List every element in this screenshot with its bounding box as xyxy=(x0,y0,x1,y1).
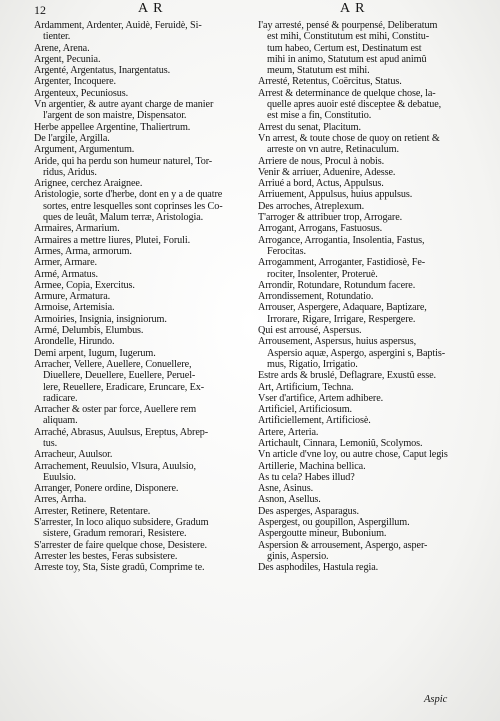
page-number: 12 xyxy=(34,3,46,17)
dictionary-line: est mihi, Constitutum est mihi, Constitu- xyxy=(267,31,430,43)
dictionary-line: Armoiries, Insignia, insigniorum. xyxy=(34,313,167,325)
dictionary-line: Asne, Asinus. xyxy=(258,483,314,495)
dictionary-line: Vn article d'vne loy, ou autre chose, Caput legis xyxy=(258,449,448,461)
dictionary-line: De l'argile, Argilla. xyxy=(34,132,110,144)
dictionary-line: Asnon, Asellus. xyxy=(258,494,321,506)
dictionary-line: Aspergoutte mineur, Bubonium. xyxy=(258,528,387,540)
dictionary-line: Arriué a bord, Actus, Appulsus. xyxy=(258,178,384,190)
dictionary-line: Ferocitas. xyxy=(267,245,306,257)
dictionary-line: Arrachement, Reuulsio, Vlsura, Auulsio, xyxy=(34,460,196,472)
dictionary-line: Euulsio. xyxy=(43,471,76,483)
dictionary-line: Arracher, Vellere, Auellere, Conuellere, xyxy=(34,358,192,370)
dictionary-line: Artillerie, Machina bellica. xyxy=(258,460,366,472)
dictionary-line: Arrouser, Aspergere, Adaquare, Baptizare, xyxy=(258,302,427,314)
catchword: Aspic xyxy=(424,694,448,705)
dictionary-line: tus. xyxy=(43,437,58,449)
dictionary-line: Armaires a mettre liures, Plutei, Foruli. xyxy=(34,234,191,246)
dictionary-line: tienter. xyxy=(43,31,71,43)
dictionary-line: Arignee, cerchez Araignee. xyxy=(34,178,143,190)
dictionary-line: Des arroches, Atreplexum. xyxy=(258,200,365,212)
dictionary-line: Aristologie, sorte d'herbe, dont en y a de quatre xyxy=(34,189,223,201)
dictionary-line: Arreste toy, Sta, Siste gradû, Comprime te. xyxy=(34,562,205,574)
dictionary-line: Argument, Argumentum. xyxy=(34,144,135,156)
page-header xyxy=(0,1,500,21)
dictionary-line: lere, Reuellere, Eradicare, Eruncare, Ex- xyxy=(43,381,205,393)
dictionary-line: Arrest & determinance de quelque chose, la- xyxy=(258,87,436,99)
dictionary-line: Art, Artificium, Techna. xyxy=(258,381,354,393)
dictionary-line: Arrester, Retinere, Retentare. xyxy=(34,505,151,517)
dictionary-line: Estre ards & bruslé, Deflagrare, Exustû esse. xyxy=(258,370,436,382)
dictionary-line: Armee, Copia, Exercitus. xyxy=(34,279,135,291)
dictionary-line: Armaires, Armarium. xyxy=(34,223,120,235)
dictionary-line: Arrogamment, Arroganter, Fastidiosè, Fe- xyxy=(258,257,426,269)
dictionary-line: Diuellere, Deuellere, Euellere, Peruel- xyxy=(43,370,196,382)
dictionary-line: Arriuement, Appulsus, huius appulsus. xyxy=(258,189,413,201)
dictionary-line: Artificiel, Artificiosum. xyxy=(258,404,352,416)
dictionary-line: Argenter, Incoquere. xyxy=(34,76,116,88)
dictionary-line: ginis, Aspersio. xyxy=(267,550,329,562)
dictionary-line: T'arroger & attribuer trop, Arrogare. xyxy=(258,212,403,224)
dictionary-line: Vser d'artifice, Artem adhibere. xyxy=(258,392,384,404)
dictionary-line: Armure, Armatura. xyxy=(34,291,111,303)
dictionary-line: Qui est arrousé, Aspersus. xyxy=(258,325,362,337)
dictionary-line: ques de leuât, Malum terræ, Aristologia. xyxy=(43,212,204,224)
dictionary-line: Arracher & oster par force, Auellere rem xyxy=(34,404,197,416)
dictionary-line: tum habeo, Certum est, Destinatum est xyxy=(267,42,422,54)
dictionary-line: Argenté, Argentatus, Inargentatus. xyxy=(34,65,171,77)
dictionary-line: Arrondissement, Rotundatio. xyxy=(258,291,374,303)
dictionary-line: Armoise, Artemisia. xyxy=(34,302,115,314)
dictionary-line: sortes, entre lesquelles sont coprinses les Co- xyxy=(43,200,223,212)
dictionary-line: rociter, Insolenter, Proteruè. xyxy=(267,268,378,280)
dictionary-line: Arrogant, Arrogans, Fastuosus. xyxy=(258,223,383,235)
dictionary-line: Arriere de nous, Procul à nobis. xyxy=(258,155,385,167)
running-head-left: AR xyxy=(138,1,168,16)
dictionary-line: Arres, Arrha. xyxy=(34,494,87,506)
dictionary-line: As tu cela? Habes illud? xyxy=(258,471,355,483)
dictionary-line: Arene, Arena. xyxy=(34,42,90,54)
dictionary-line: Aspergest, ou goupillon, Aspergillum. xyxy=(258,517,410,529)
dictionary-line: Argenteux, Pecuniosus. xyxy=(34,87,129,99)
dictionary-line: Armer, Armare. xyxy=(34,257,97,269)
dictionary-line: Vn argentier, & autre ayant charge de manier xyxy=(34,99,214,111)
dictionary-line: Arrester les bestes, Feras subsistere. xyxy=(34,550,178,562)
dictionary-line: Armé, Armatus. xyxy=(34,268,98,280)
dictionary-line: Ardamment, Ardenter, Auidè, Feruidè, Si- xyxy=(34,20,202,31)
dictionary-line: Argent, Pecunia. xyxy=(34,53,101,65)
dictionary-line: Arondelle, Hirundo. xyxy=(34,336,115,348)
dictionary-line: mihi in animo, Statutum est apud animû xyxy=(267,53,427,65)
dictionary-line: Aspersio aquæ, Aspergo, aspergini s, Baptis- xyxy=(267,347,446,359)
dictionary-line: Demi arpent, Iugum, Iugerum. xyxy=(34,347,156,359)
running-head-right: AR xyxy=(340,1,370,16)
dictionary-line: sistere, Gradum remorari, Resistere. xyxy=(43,528,187,540)
dictionary-line: Artichault, Cinnara, Lemoniû, Scolymos. xyxy=(258,437,423,449)
dictionary-line: ridus, Aridus. xyxy=(43,166,97,178)
dictionary-line: aliquam. xyxy=(43,415,78,427)
dictionary-line: Des asperges, Asparagus. xyxy=(258,505,359,517)
dictionary-line: Artere, Arteria. xyxy=(258,426,319,438)
dictionary-line: est mise a fin, Constitutio. xyxy=(267,110,372,122)
dictionary-line: S'arrester, In loco aliquo subsidere, Gradum xyxy=(34,517,209,529)
dictionary-line: arreste on vn autre, Retinaculum. xyxy=(267,144,399,156)
dictionary-line: Arrogance, Arrogantia, Insolentia, Fastus, xyxy=(258,234,425,246)
left-column xyxy=(34,20,250,574)
dictionary-line: S'arrester de faire quelque chose, Desistere. xyxy=(34,539,207,551)
dictionary-line: Vn arrest, & toute chose de quoy on retient & xyxy=(258,132,440,144)
dictionary-line: Arracheur, Auulsor. xyxy=(34,449,113,461)
dictionary-line: Arrondir, Rotundare, Rotundum facere. xyxy=(258,279,416,291)
dictionary-line: Des asphodiles, Hastula regia. xyxy=(258,562,379,574)
dictionary-line: Arranger, Ponere ordine, Disponere. xyxy=(34,483,179,495)
dictionary-line: Armé, Delumbis, Elumbus. xyxy=(34,325,144,337)
dictionary-line: Aspersion & arrousement, Aspergo, asper- xyxy=(258,539,428,551)
dictionary-line: Arrousement, Aspersus, huius aspersus, xyxy=(258,336,417,348)
dictionary-line: quelle apres auoir esté disceptee & debatue, xyxy=(267,99,442,111)
dictionary-line: I'ay arresté, pensé & pourpensé, Deliberatum xyxy=(258,20,438,31)
dictionary-line: Herbe appellee Argentine, Thaliertrum. xyxy=(34,121,191,133)
dictionary-line: l'argent de son maistre, Dispensator. xyxy=(43,110,187,122)
dictionary-line: Arraché, Abrasus, Auulsus, Ereptus, Abrep- xyxy=(34,426,209,438)
dictionary-line: Armes, Arma, armorum. xyxy=(34,245,132,257)
right-column xyxy=(258,20,466,574)
dictionary-line: Irrorare, Rigare, Irrigare, Respergere. xyxy=(267,313,416,325)
dictionary-line: meum, Statutum est mihi. xyxy=(267,65,370,77)
dictionary-line: radicare. xyxy=(43,392,78,404)
dictionary-line: mus, Rigatio, Irrigatio. xyxy=(267,358,358,370)
dictionary-line: Arrest du senat, Placitum. xyxy=(258,121,361,133)
dictionary-line: Venir & arriuer, Aduenire, Adesse. xyxy=(258,166,396,178)
dictionary-line: Aride, qui ha perdu son humeur naturel, Tor- xyxy=(34,155,213,167)
dictionary-line: Artificiellement, Artificiosè. xyxy=(258,415,371,427)
dictionary-line: Arresté, Retentus, Coërcitus, Status. xyxy=(258,76,402,88)
